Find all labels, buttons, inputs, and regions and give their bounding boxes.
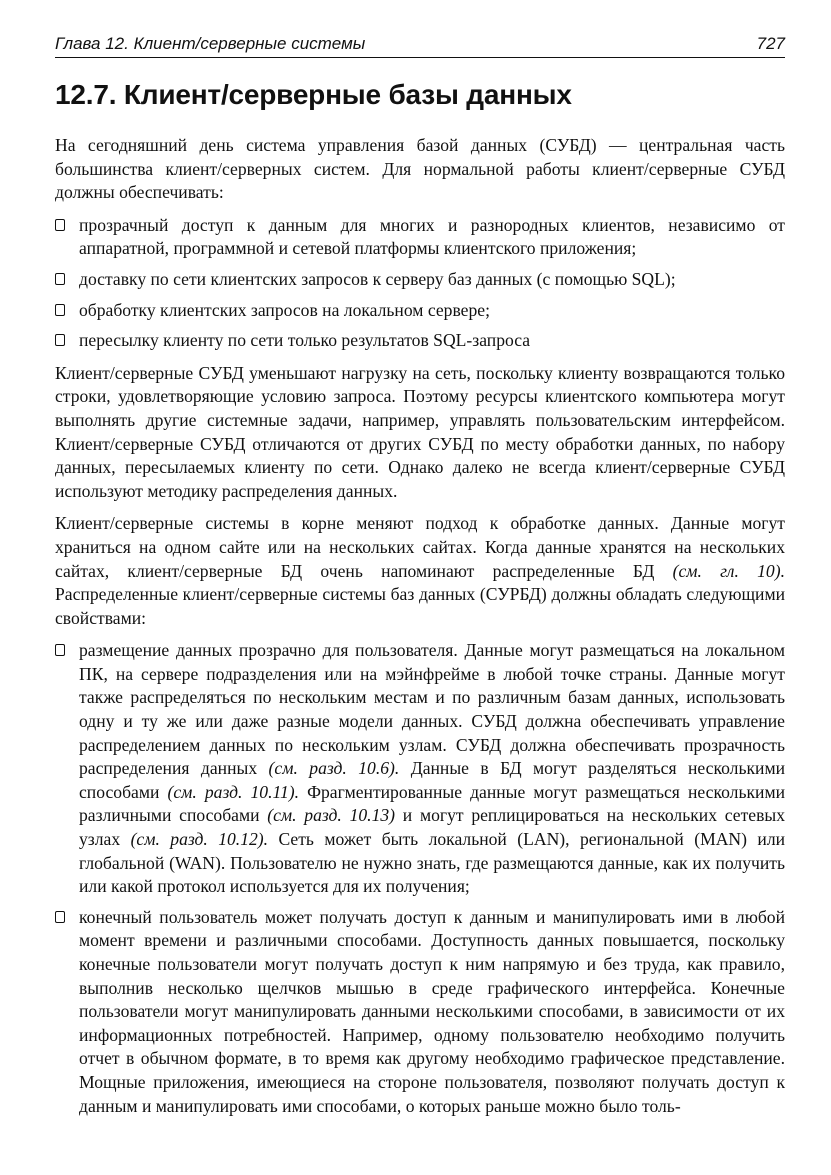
- section-title: 12.7. Клиент/серверные базы данных: [55, 79, 572, 110]
- list-item-text: прозрачный доступ к данным для многих и разнородных клиентов, независимо от аппаратной, программной и сетевой платформы клиентского приложения;: [79, 214, 785, 259]
- list-item: [55, 329, 785, 353]
- square-bullet-icon: [55, 334, 65, 346]
- list-item: [55, 299, 785, 323]
- cross-reference: (см. разд. 10.6).: [268, 758, 400, 779]
- properties-list: [55, 639, 785, 1118]
- intro-paragraph: На сегодняшний день система управления базой данных (СУБД) — центральная часть большинства клиент/серверных систем. Для нормальной работы клиент/серверные СУБД должны обеспечивать:: [55, 135, 785, 203]
- square-bullet-icon: [55, 219, 65, 231]
- body-paragraph-3: [55, 512, 785, 630]
- square-bullet-icon: [55, 644, 65, 656]
- square-bullet-icon: [55, 304, 65, 316]
- page-number: 727: [756, 34, 785, 53]
- list-item-text: пересылку клиенту по сети только результатов SQL-запроса: [79, 330, 531, 351]
- chapter-title: Глава 12. Клиент/серверные системы: [55, 34, 366, 53]
- square-bullet-icon: [55, 911, 65, 923]
- requirements-list: [55, 214, 785, 353]
- list-item-text: доставку по сети клиентских запросов к серверу баз данных (с помощью SQL);: [79, 268, 676, 289]
- text-run: Клиент/серверные системы в корне меняют подход к обработке данных. Данные могут храниться на одном сайте или на нескольких сайтах. Когда данные хранятся на нескольких сайтах, клиент/серверные БД очень напоминают распределенные БД: [55, 513, 785, 581]
- cross-reference: (см. разд. 10.12).: [130, 829, 269, 850]
- text-run: Распределенные клиент/серверные системы баз данных (СУРБД) должны обладать следующими свойствами:: [55, 584, 785, 628]
- list-item: [55, 639, 785, 899]
- list-item: [55, 214, 785, 261]
- running-head: [55, 34, 785, 58]
- list-item-text: обработку клиентских запросов на локальном сервере;: [79, 299, 490, 320]
- list-item: [55, 268, 785, 292]
- list-item: [55, 906, 785, 1118]
- text-run: размещение данных прозрачно для пользователя. Данные могут размещаться на локальном ПК, на сервере подразделения или на мэйнфрейме в любой точке страны. Данные могут также распределяться по нескольким местам и по различным базам данных, использовать одну и ту же или даже разные модели данных. СУБД должна обеспечивать управление распределением данных по нескольким узлам. СУБД должна обеспечивать прозрачность распределения данных: [79, 640, 785, 779]
- book-page: [55, 34, 785, 1127]
- text-run: Сеть может быть локальной (LAN), региональной (MAN) или глобальной (WAN). Пользователю не нужно знать, где размещаются данные, как их получить или какой протокол используется для их получения;: [79, 829, 786, 897]
- cross-reference: (см. разд. 10.11).: [167, 781, 300, 802]
- cross-reference: (см. разд. 10.13): [267, 805, 396, 826]
- text-run: и могут реплицироваться на нескольких сетевых узлах: [79, 805, 785, 850]
- text-run: Данные в БД могут разделяться несколькими способами: [79, 758, 785, 802]
- list-item-text: конечный пользователь может получать доступ к данным и манипулировать ими в любой момент времени и различными способами. Доступность данных повышается, поскольку конечные пользователи могут получать доступ к ним напрямую и без труда, как правило, выполнив несколько щелчков мышью в среде графического интерфейса. Конечные пользователи могут манипулировать данными несколькими способами, в зависимости от их информационных потребностей. Например, одному пользователю необходимо получить отчет в обычном формате, в то время как другому необходимо графическое представление. Мощные приложения, имеющиеся на стороне пользователя, позволяют получать доступ к данным и манипулировать ими способами, о которых раньше можно было толь-: [79, 906, 785, 1116]
- text-run: Фрагментированные данные могут размещаться несколькими различными способами: [79, 781, 785, 826]
- body-paragraph-2: Клиент/серверные СУБД уменьшают нагрузку на сеть, поскольку клиенту возвращаются только строки, удовлетворяющие условию запроса. Поэтому ресурсы клиентского компьютера могут выполнять другие системные задачи, например, управлять пользовательским интерфейсом. Клиент/серверные СУБД отличаются от других СУБД по месту обработки данных, по набору данных, пересылаемых клиенту по сети. Однако далеко не всегда клиент/серверные СУБД используют методику распределения данных.: [55, 362, 785, 501]
- square-bullet-icon: [55, 273, 65, 285]
- cross-reference: (см. гл. 10).: [672, 560, 785, 581]
